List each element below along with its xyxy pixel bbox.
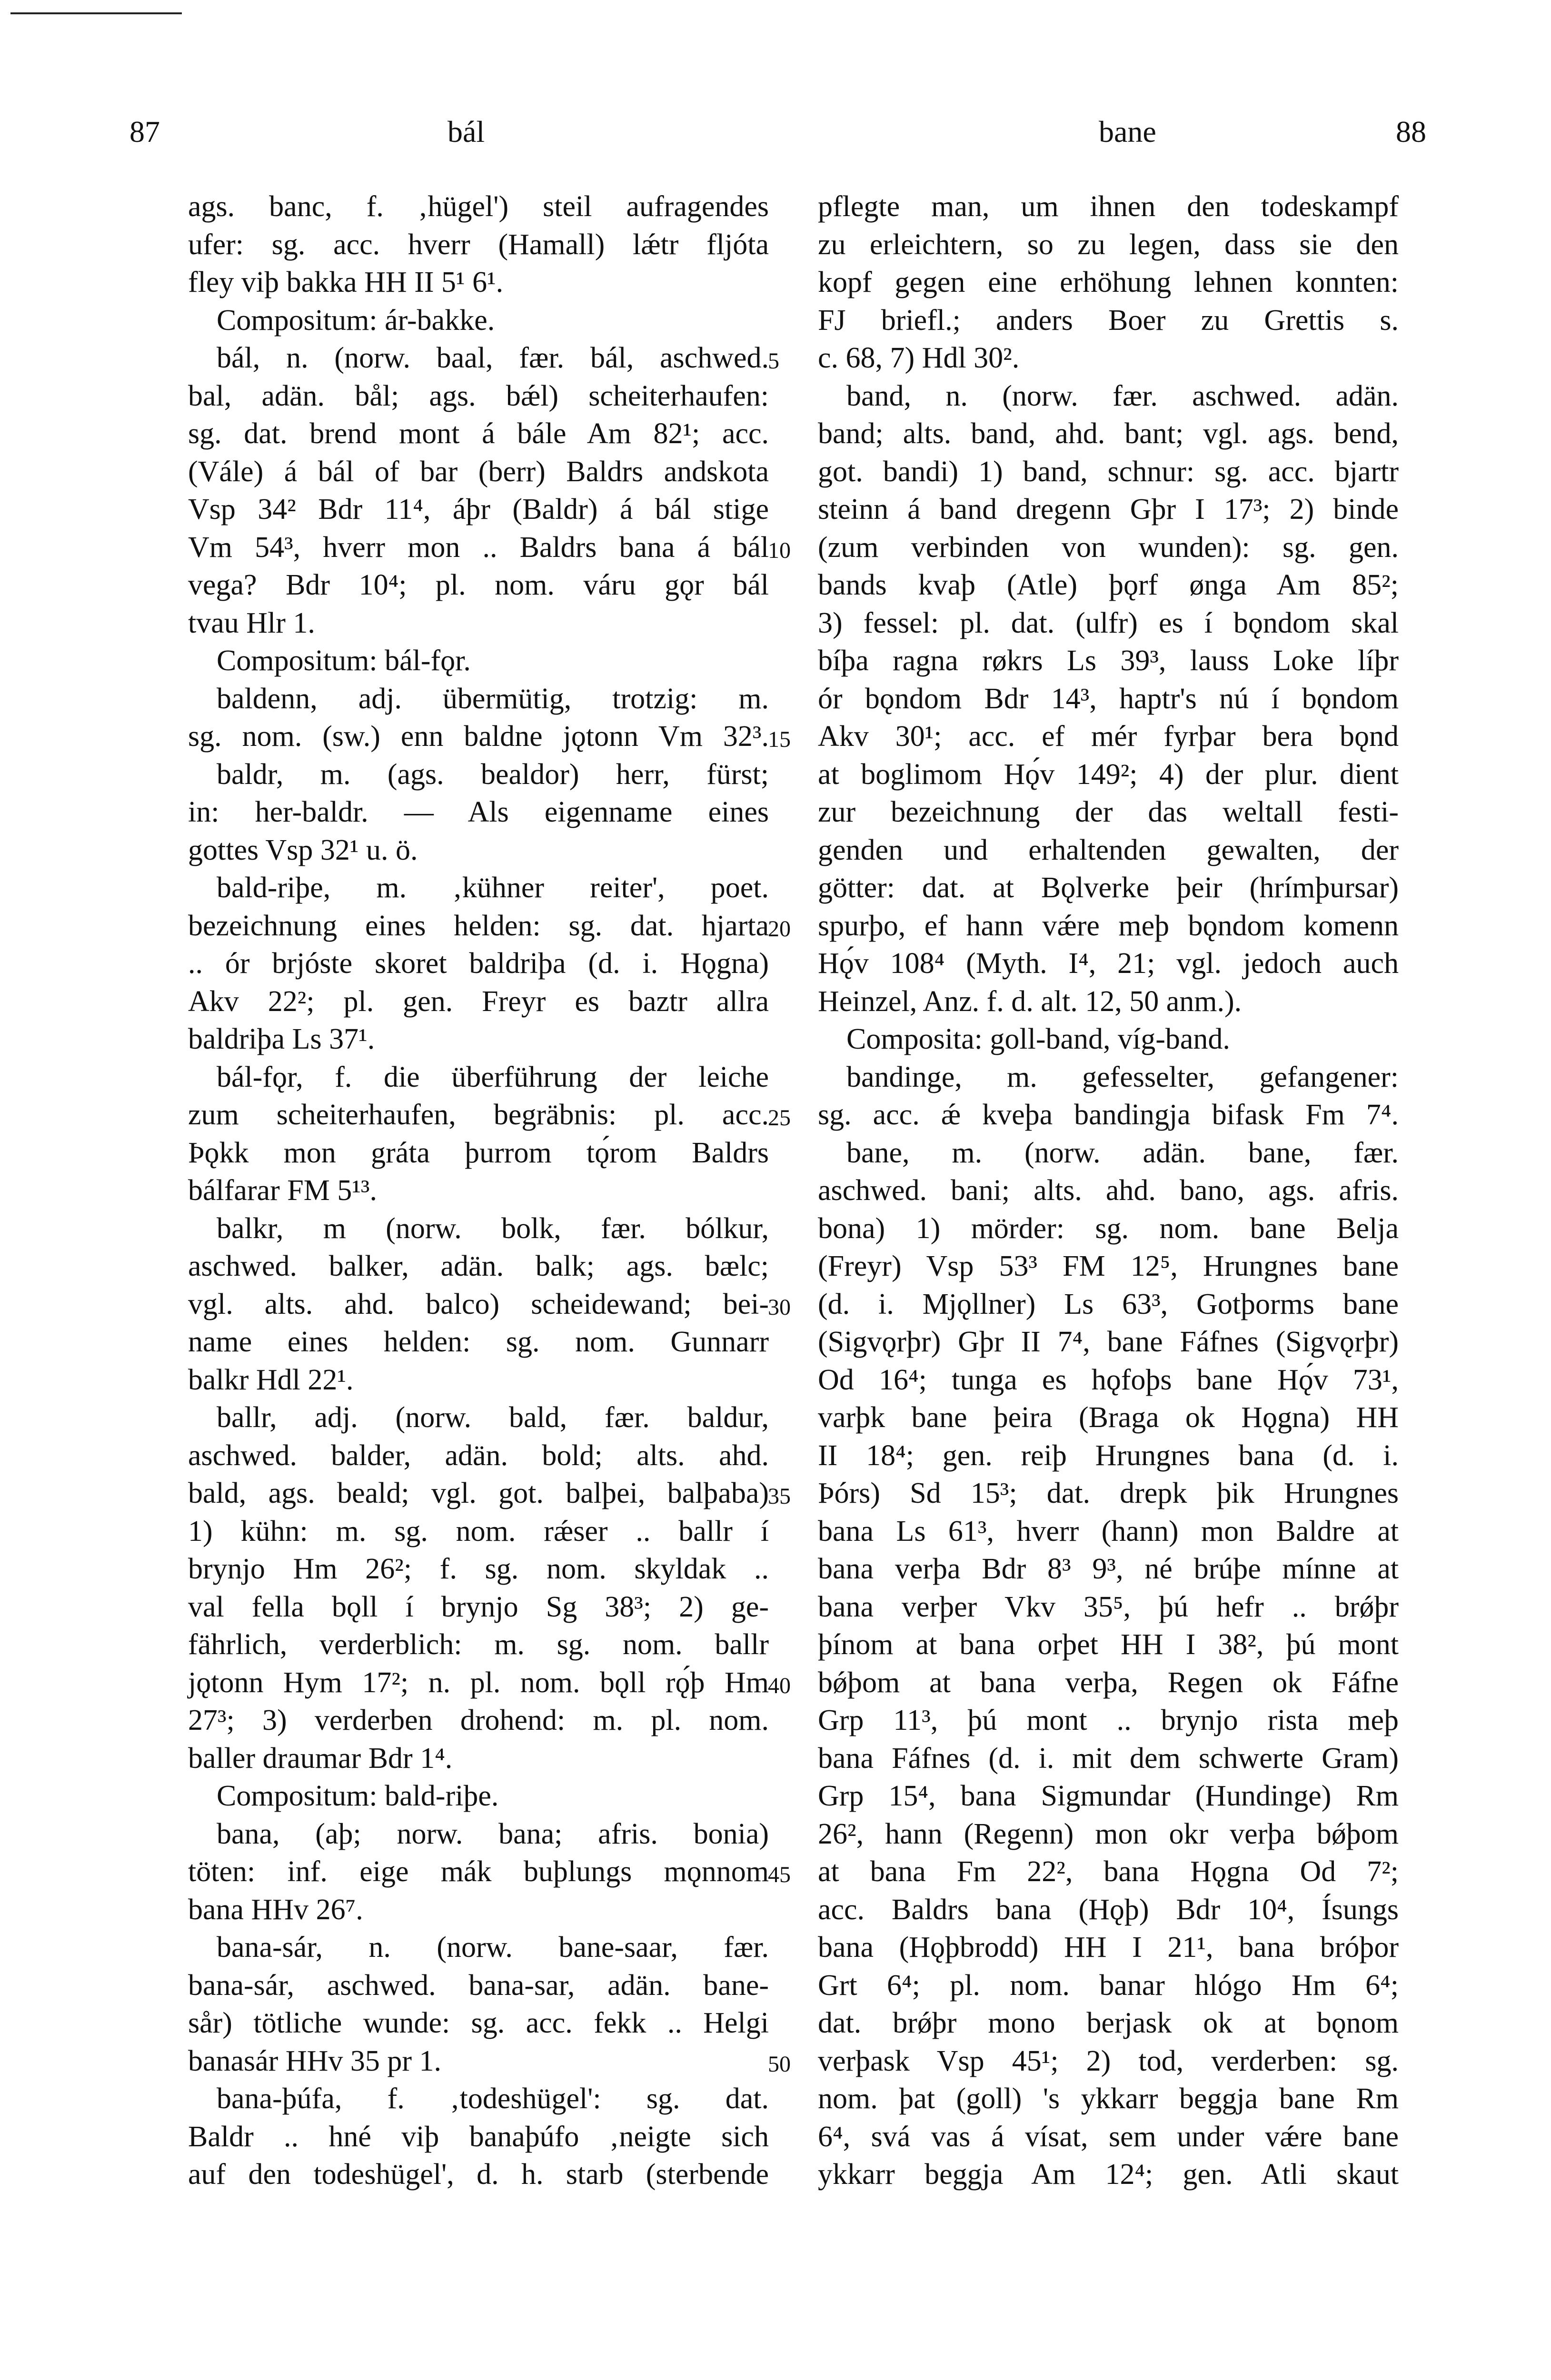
line-number: 40 (768, 1673, 791, 1698)
text-line: baldr, m. (ags. bealdor) herr, fürst; (217, 758, 769, 791)
text-line: in: her-baldr. — Als eigenname eines (188, 796, 769, 828)
text-line: 27³; 3) verderben drohend: m. pl. nom. (188, 1704, 769, 1736)
text-line: fährlich, verderblich: m. sg. nom. ballr (188, 1628, 769, 1661)
text-line: band; alts. band, ahd. bant; vgl. ags. bend, (818, 417, 1399, 450)
text-line: zum scheiterhaufen, begräbnis: pl. acc. (188, 1099, 769, 1131)
text-line: (Vále) á bál of bar (berr) Baldrs andskota (188, 455, 769, 488)
running-head-right: bane (1099, 115, 1156, 149)
text-line: steinn á band dregenn Gþr I 17³; 2) binde (818, 493, 1399, 526)
text-line: bana Ls 61³, hverr (hann) mon Baldre at (818, 1515, 1399, 1547)
text-line: vega? Bdr 10⁴; pl. nom. váru gǫr bál (188, 569, 769, 601)
text-line: töten: inf. eige mák buþlungs mǫnnom (188, 1855, 769, 1888)
text-line: 26², hann (Regenn) mon okr verþa bǿþom (818, 1817, 1399, 1850)
text-line: jǫtonn Hym 17²; n. pl. nom. bǫll rǫ́þ Hm (188, 1666, 769, 1699)
line-number: 5 (768, 348, 779, 374)
line-number: 30 (768, 1294, 791, 1320)
right-text-column (818, 188, 1399, 2194)
text-line: bál, n. (norw. baal, fær. bál, aschwed. (217, 342, 769, 374)
text-line: bana (Hǫþbrodd) HH I 21¹, bana bróþor (818, 1931, 1399, 1964)
text-line: bálfarar FM 5¹³. (188, 1174, 378, 1207)
text-line: bona) 1) mörder: sg. nom. bane Belja (818, 1212, 1399, 1245)
text-line: acc. Baldrs bana (Hǫþ) Bdr 10⁴, Ísungs (818, 1893, 1399, 1926)
text-line: FJ briefl.; anders Boer zu Grettis s. (818, 304, 1399, 337)
text-line: zu erleichtern, so zu legen, dass sie den (818, 228, 1399, 261)
line-number: 25 (768, 1105, 791, 1130)
text-line: varþk bane þeira (Braga ok Hǫgna) HH (818, 1401, 1399, 1434)
running-head-left: bál (447, 115, 485, 149)
text-line: aschwed. balder, adän. bold; alts. ahd. (188, 1439, 769, 1472)
top-edge-rule (10, 12, 182, 14)
text-line: Akv 22²; pl. gen. Freyr es baztr allra (188, 985, 769, 1018)
text-line: þínom at bana orþet HH I 38², þú mont (818, 1628, 1399, 1661)
text-line: tvau Hlr 1. (188, 606, 315, 639)
text-line: Baldr .. hné viþ banaþúfo ‚neigte sich (188, 2120, 769, 2153)
text-line: band, n. (norw. fær. aschwed. adän. (846, 379, 1399, 412)
text-line: bal, adän. bål; ags. bǽl) scheiterhaufen: (188, 379, 769, 412)
text-line: bald, ags. beald; vgl. got. balþei, balþaba) (188, 1477, 769, 1509)
text-line: sg. nom. (sw.) enn baldne jǫtonn Vm 32³. (188, 720, 769, 753)
text-line: at boglimom Hǫ́v 149²; 4) der plur. dient (818, 758, 1399, 791)
text-line: Vsp 34² Bdr 11⁴, áþr (Baldr) á bál stige (188, 493, 769, 526)
text-line: bana-sár, aschwed. bana-sar, adän. bane- (188, 1969, 769, 2002)
page-number-left: 87 (129, 115, 160, 149)
text-line: bezeichnung eines helden: sg. dat. hjarta (188, 909, 769, 942)
text-line: name eines helden: sg. nom. Gunnarr (188, 1326, 769, 1358)
text-line: (zum verbinden von wunden): sg. gen. (818, 531, 1399, 564)
text-line: bane, m. (norw. adän. bane, fær. (846, 1136, 1399, 1169)
text-line: Grp 11³, þú mont .. brynjo rista meþ (818, 1704, 1399, 1736)
text-line: Þórs) Sd 15³; dat. drepk þik Hrungnes (818, 1477, 1399, 1509)
text-line: Od 16⁴; tunga es hǫfoþs bane Hǫ́v 73¹, (818, 1363, 1399, 1396)
text-line: val fella bǫll í brynjo Sg 38³; 2) ge- (188, 1590, 769, 1623)
text-line: ór bǫndom Bdr 14³, haptr's nú í bǫndom (818, 682, 1399, 715)
text-line: sår) tötliche wunde: sg. acc. fekk .. Helgi (188, 2007, 769, 2039)
text-line: Compositum: ár-bakke. (217, 304, 495, 337)
text-line: Grp 15⁴, bana Sigmundar (Hundinge) Rm (818, 1780, 1399, 1812)
text-line: bald-riþe, m. ‚kühner reiter', poet. (217, 872, 769, 904)
text-line: bands kvaþ (Atle) þǫrf ønga Am 85²; (818, 569, 1399, 601)
page-number-right: 88 (1396, 115, 1426, 149)
text-line: 6⁴, svá vas á vísat, sem under vǽre bane (818, 2120, 1399, 2153)
text-line: Akv 30¹; acc. ef mér fyrþar bera bǫnd (818, 720, 1399, 753)
text-line: bíþa ragna røkrs Ls 39³, lauss Loke líþr (818, 645, 1399, 677)
text-line: (Freyr) Vsp 53³ FM 12⁵, Hrungnes bane (818, 1250, 1399, 1282)
text-line: 3) fessel: pl. dat. (ulfr) es í bǫndom skal (818, 606, 1399, 639)
text-line: at bana Fm 22², bana Hǫgna Od 7²; (818, 1855, 1399, 1888)
text-line: bana, (aþ; norw. bana; afris. bonia) (217, 1817, 769, 1850)
text-line: bana verþa Bdr 8³ 9³, né brúþe mínne at (818, 1553, 1399, 1585)
text-line: balkr Hdl 22¹. (188, 1363, 354, 1396)
text-line: (d. i. Mjǫllner) Ls 63³, Gotþorms bane (818, 1288, 1399, 1320)
text-line: aschwed. balker, adän. balk; ags. bælc; (188, 1250, 769, 1282)
text-line: fley viþ bakka HH II 5¹ 6¹. (188, 266, 504, 298)
text-line: Compositum: bál-fǫr. (217, 645, 471, 677)
text-line: c. 68, 7) Hdl 30². (818, 342, 1020, 374)
text-line: II 18⁴; gen. reiþ Hrungnes bana (d. i. (818, 1439, 1399, 1472)
text-line: verþask Vsp 45¹; 2) tod, verderben: sg. (818, 2044, 1399, 2077)
text-line: (Sigvǫrþr) Gþr II 7⁴, bane Fáfnes (Sigvǫrþr) (818, 1326, 1399, 1358)
text-line: bandinge, m. gefesselter, gefangener: (846, 1061, 1399, 1093)
text-line: .. ór brjóste skoret baldriþa (d. i. Hǫgna) (188, 947, 769, 980)
text-line: ballr, adj. (norw. bald, fær. baldur, (217, 1401, 769, 1434)
text-line: bana Fáfnes (d. i. mit dem schwerte Gram) (818, 1742, 1399, 1775)
text-line: genden und erhaltenden gewalten, der (818, 833, 1399, 866)
text-line: bana-þúfa, f. ‚todeshügel': sg. dat. (217, 2082, 769, 2115)
text-line: Þǫkk mon gráta þurrom tǫ́rom Baldrs (188, 1136, 769, 1169)
text-line: sg. dat. brend mont á bále Am 82¹; acc. (188, 417, 769, 450)
text-line: pflegte man, um ihnen den todeskampf (818, 190, 1399, 223)
line-number: 10 (768, 537, 791, 563)
text-line: auf den todeshügel', d. h. starb (sterbende (188, 2158, 769, 2191)
text-line: Heinzel, Anz. f. d. alt. 12, 50 anm.). (818, 985, 1242, 1018)
text-line: Grt 6⁴; pl. nom. banar hlógo Hm 6⁴; (818, 1969, 1399, 2002)
text-line: baldriþa Ls 37¹. (188, 1023, 375, 1055)
text-line: bana HHv 26⁷. (188, 1893, 363, 1926)
text-line: spurþo, ef hann vǽre meþ bǫndom komenn (818, 909, 1399, 942)
text-line: 1) kühn: m. sg. nom. rǽser .. ballr í (188, 1515, 769, 1547)
text-line: bál-fǫr, f. die überführung der leiche (217, 1061, 769, 1093)
line-number: 35 (768, 1484, 791, 1509)
text-line: ags. banc, f. ‚hügel') steil aufragendes (188, 190, 769, 223)
text-line: bǿþom at bana verþa, Regen ok Fáfne (818, 1666, 1399, 1699)
text-line: Composita: goll-band, víg-band. (846, 1023, 1230, 1055)
line-number: 20 (768, 916, 791, 942)
text-line: sg. acc. ǽ kveþa bandingja bifask Fm 7⁴. (818, 1099, 1399, 1131)
text-line: baller draumar Bdr 1⁴. (188, 1742, 453, 1775)
text-line: Vm 54³, hverr mon .. Baldrs bana á bál (188, 531, 769, 564)
line-number: 45 (768, 1862, 791, 1887)
left-text-column (188, 188, 769, 2194)
text-line: aschwed. bani; alts. ahd. bano, ags. afris. (818, 1174, 1399, 1207)
text-line: Compositum: bald-riþe. (217, 1780, 499, 1812)
text-line: bana verþer Vkv 35⁵, þú hefr .. brǿþr (818, 1590, 1399, 1623)
text-line: nom. þat (goll) 's ykkarr beggja bane Rm (818, 2082, 1399, 2115)
text-line: gottes Vsp 32¹ u. ö. (188, 833, 418, 866)
text-line: kopf gegen eine erhöhung lehnen konnten: (818, 266, 1399, 298)
text-line: banasár HHv 35 pr 1. (188, 2044, 442, 2077)
text-line: balkr, m (norw. bolk, fær. bólkur, (217, 1212, 769, 1245)
text-line: zur bezeichnung der das weltall festi- (818, 796, 1399, 828)
line-number: 50 (768, 2051, 791, 2077)
text-line: ykkarr beggja Am 12⁴; gen. Atli skaut (818, 2158, 1399, 2191)
text-line: götter: dat. at Bǫlverke þeir (hrímþursar) (818, 872, 1399, 904)
line-number: 15 (768, 727, 791, 752)
text-line: bana-sár, n. (norw. bane-saar, fær. (217, 1931, 769, 1964)
text-line: ufer: sg. acc. hverr (Hamall) lǽtr fljóta (188, 228, 769, 261)
text-line: vgl. alts. ahd. balco) scheidewand; bei- (188, 1288, 769, 1320)
text-line: Hǫ́v 108⁴ (Myth. I⁴, 21; vgl. jedoch auch (818, 947, 1399, 980)
text-line: brynjo Hm 26²; f. sg. nom. skyldak .. (188, 1553, 769, 1585)
text-line: dat. brǿþr mono berjask ok at bǫnom (818, 2007, 1399, 2039)
text-line: baldenn, adj. übermütig, trotzig: m. (217, 682, 769, 715)
text-line: got. bandi) 1) band, schnur: sg. acc. bjartr (818, 455, 1399, 488)
